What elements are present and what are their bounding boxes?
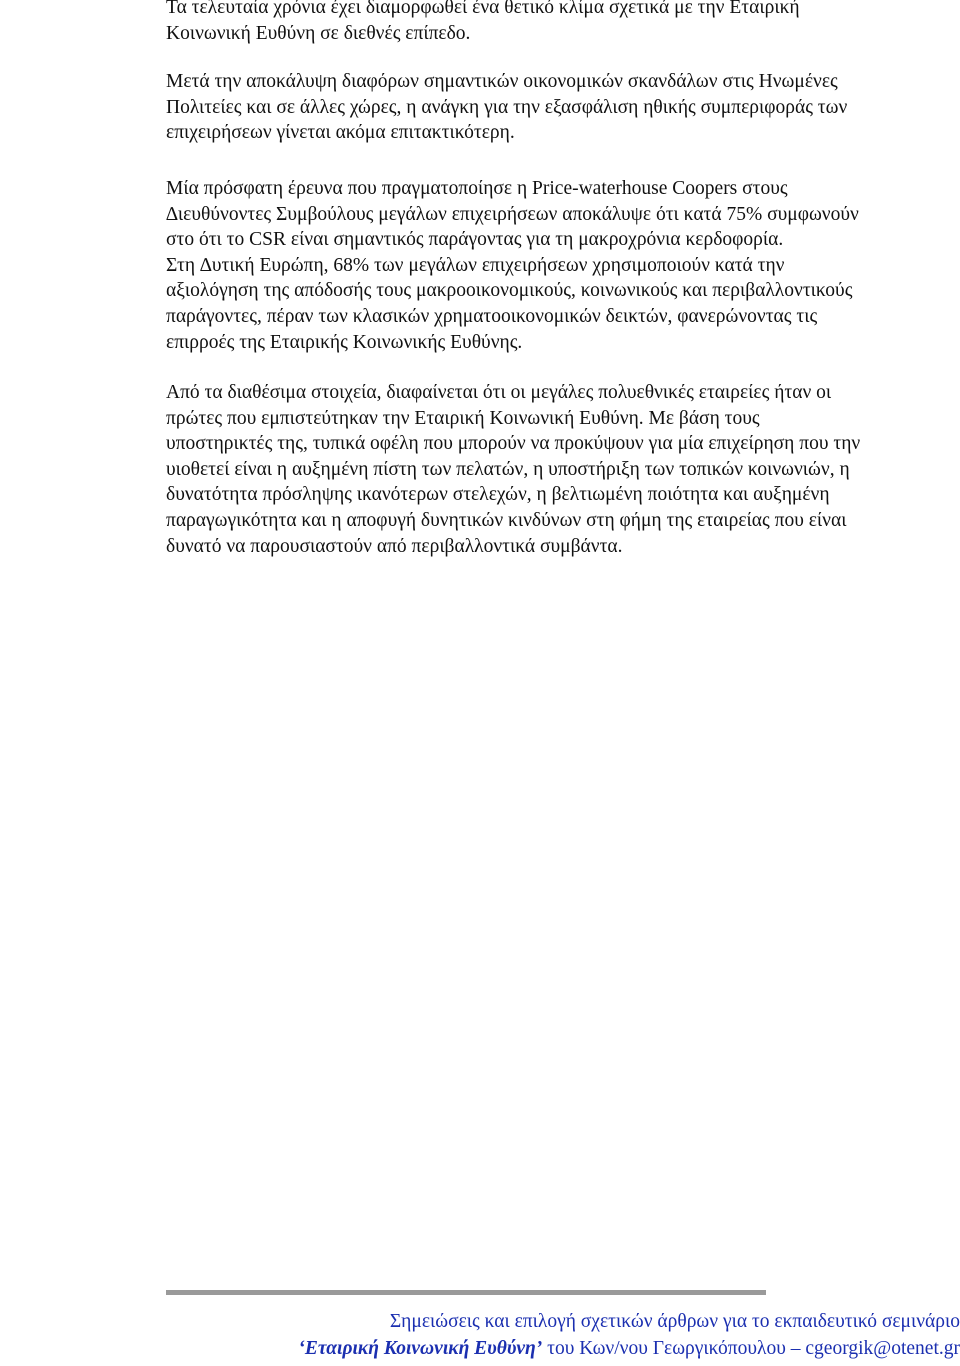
footer-seminar-title: ‘Εταιρική Κοινωνική Ευθύνη’ — [298, 1338, 543, 1359]
paragraph-2 — [166, 69, 960, 146]
paragraph-line: υποστηρικτές της, τυπικά οφέλη που μπορούν να προκύψουν για μία επιχείρηση που την — [166, 433, 861, 455]
paragraph-line: πρώτες που εμπιστεύτηκαν την Εταιρική Κοινωνική Ευθύνη. Με βάση τους — [166, 407, 760, 429]
page-footer — [166, 1308, 960, 1362]
footer-seminar-note: Σημειώσεις και επιλογή σχετικών άρθρων για το εκπαιδευτικό σεμινάριο — [389, 1311, 960, 1332]
paragraph-line: στο ότι το CSR είναι σημαντικός παράγοντας για τη μακροχρόνια κερδοφορία. — [166, 229, 784, 251]
paragraph-line: παραγωγικότητα και η αποφυγή δυνητικών κινδύνων στη φήμη της εταιρείας που είναι — [166, 509, 847, 531]
paragraph-4 — [166, 380, 960, 559]
paragraph-line: ∆ιευθύνοντες Συμβούλους μεγάλων επιχειρήσεων αποκάλυψε ότι κατά 75% συμφωνούν — [166, 203, 859, 225]
paragraph-line: Πολιτείες και σε άλλες χώρες, η ανάγκη για την εξασφάλιση ηθικής συμπεριφοράς των — [166, 96, 848, 118]
paragraph-line: δυνατότητα πρόσληψης ικανότερων στελεχών, η βελτιωμένη ποιότητα και αυξημένη — [166, 484, 830, 506]
paragraph-line: Στη ∆υτική Ευρώπη, 68% των μεγάλων επιχειρήσεων χρησιμοποιούν κατά την — [166, 254, 785, 276]
footer-credit-line — [166, 1335, 960, 1362]
footer-author: του Κων/νου Γεωργικόπουλου – cgeorgik@otenet.gr — [542, 1338, 960, 1359]
paragraph-1 — [166, 0, 960, 46]
paragraph-line: επιρροές της Εταιρικής Κοινωνικής Ευθύνης. — [166, 331, 523, 353]
paragraph-line: Μετά την αποκάλυψη διαφόρων σημαντικών οικονομικών σκανδάλων στις Ηνωμένες — [166, 71, 838, 92]
paragraph-line: επιχειρήσεων γίνεται ακόμα επιτακτικότερη. — [166, 122, 515, 144]
footer-divider — [166, 1290, 766, 1295]
paragraph-line: Κοινωνική Ευθύνη σε διεθνές επίπεδο. — [166, 22, 471, 44]
paragraph-line: υιοθετεί είναι η αυξημένη πίστη των πελατών, η υποστήριξη των τοπικών κοινωνιών, η — [166, 458, 850, 480]
paragraph-line: Μία πρόσφατη έρευνα που πραγματοποίησε η Price-waterhouse Coopers στους — [166, 178, 788, 199]
paragraph-line: αξιολόγηση της απόδοσής τους μακροοικονομικούς, κοινωνικούς και περιβαλλοντικούς — [166, 280, 853, 302]
paragraph-line: Τα τελευταία χρόνια έχει διαμορφωθεί ένα θετικό κλίμα σχετικά με την Εταιρική — [166, 0, 800, 18]
paragraph-3 — [166, 176, 960, 355]
paragraph-line: δυνατό να παρουσιαστούν από περιβαλλοντικά συμβάντα. — [166, 535, 623, 557]
document-page — [166, 0, 960, 1366]
paragraph-line: παράγοντες, πέραν των κλασικών χρηματοοικονομικών δεικτών, φανερώνοντας τις — [166, 305, 818, 327]
paragraph-line: Από τα διαθέσιμα στοιχεία, διαφαίνεται ότι οι μεγάλες πολυεθνικές εταιρείες ήταν οι — [166, 382, 832, 403]
